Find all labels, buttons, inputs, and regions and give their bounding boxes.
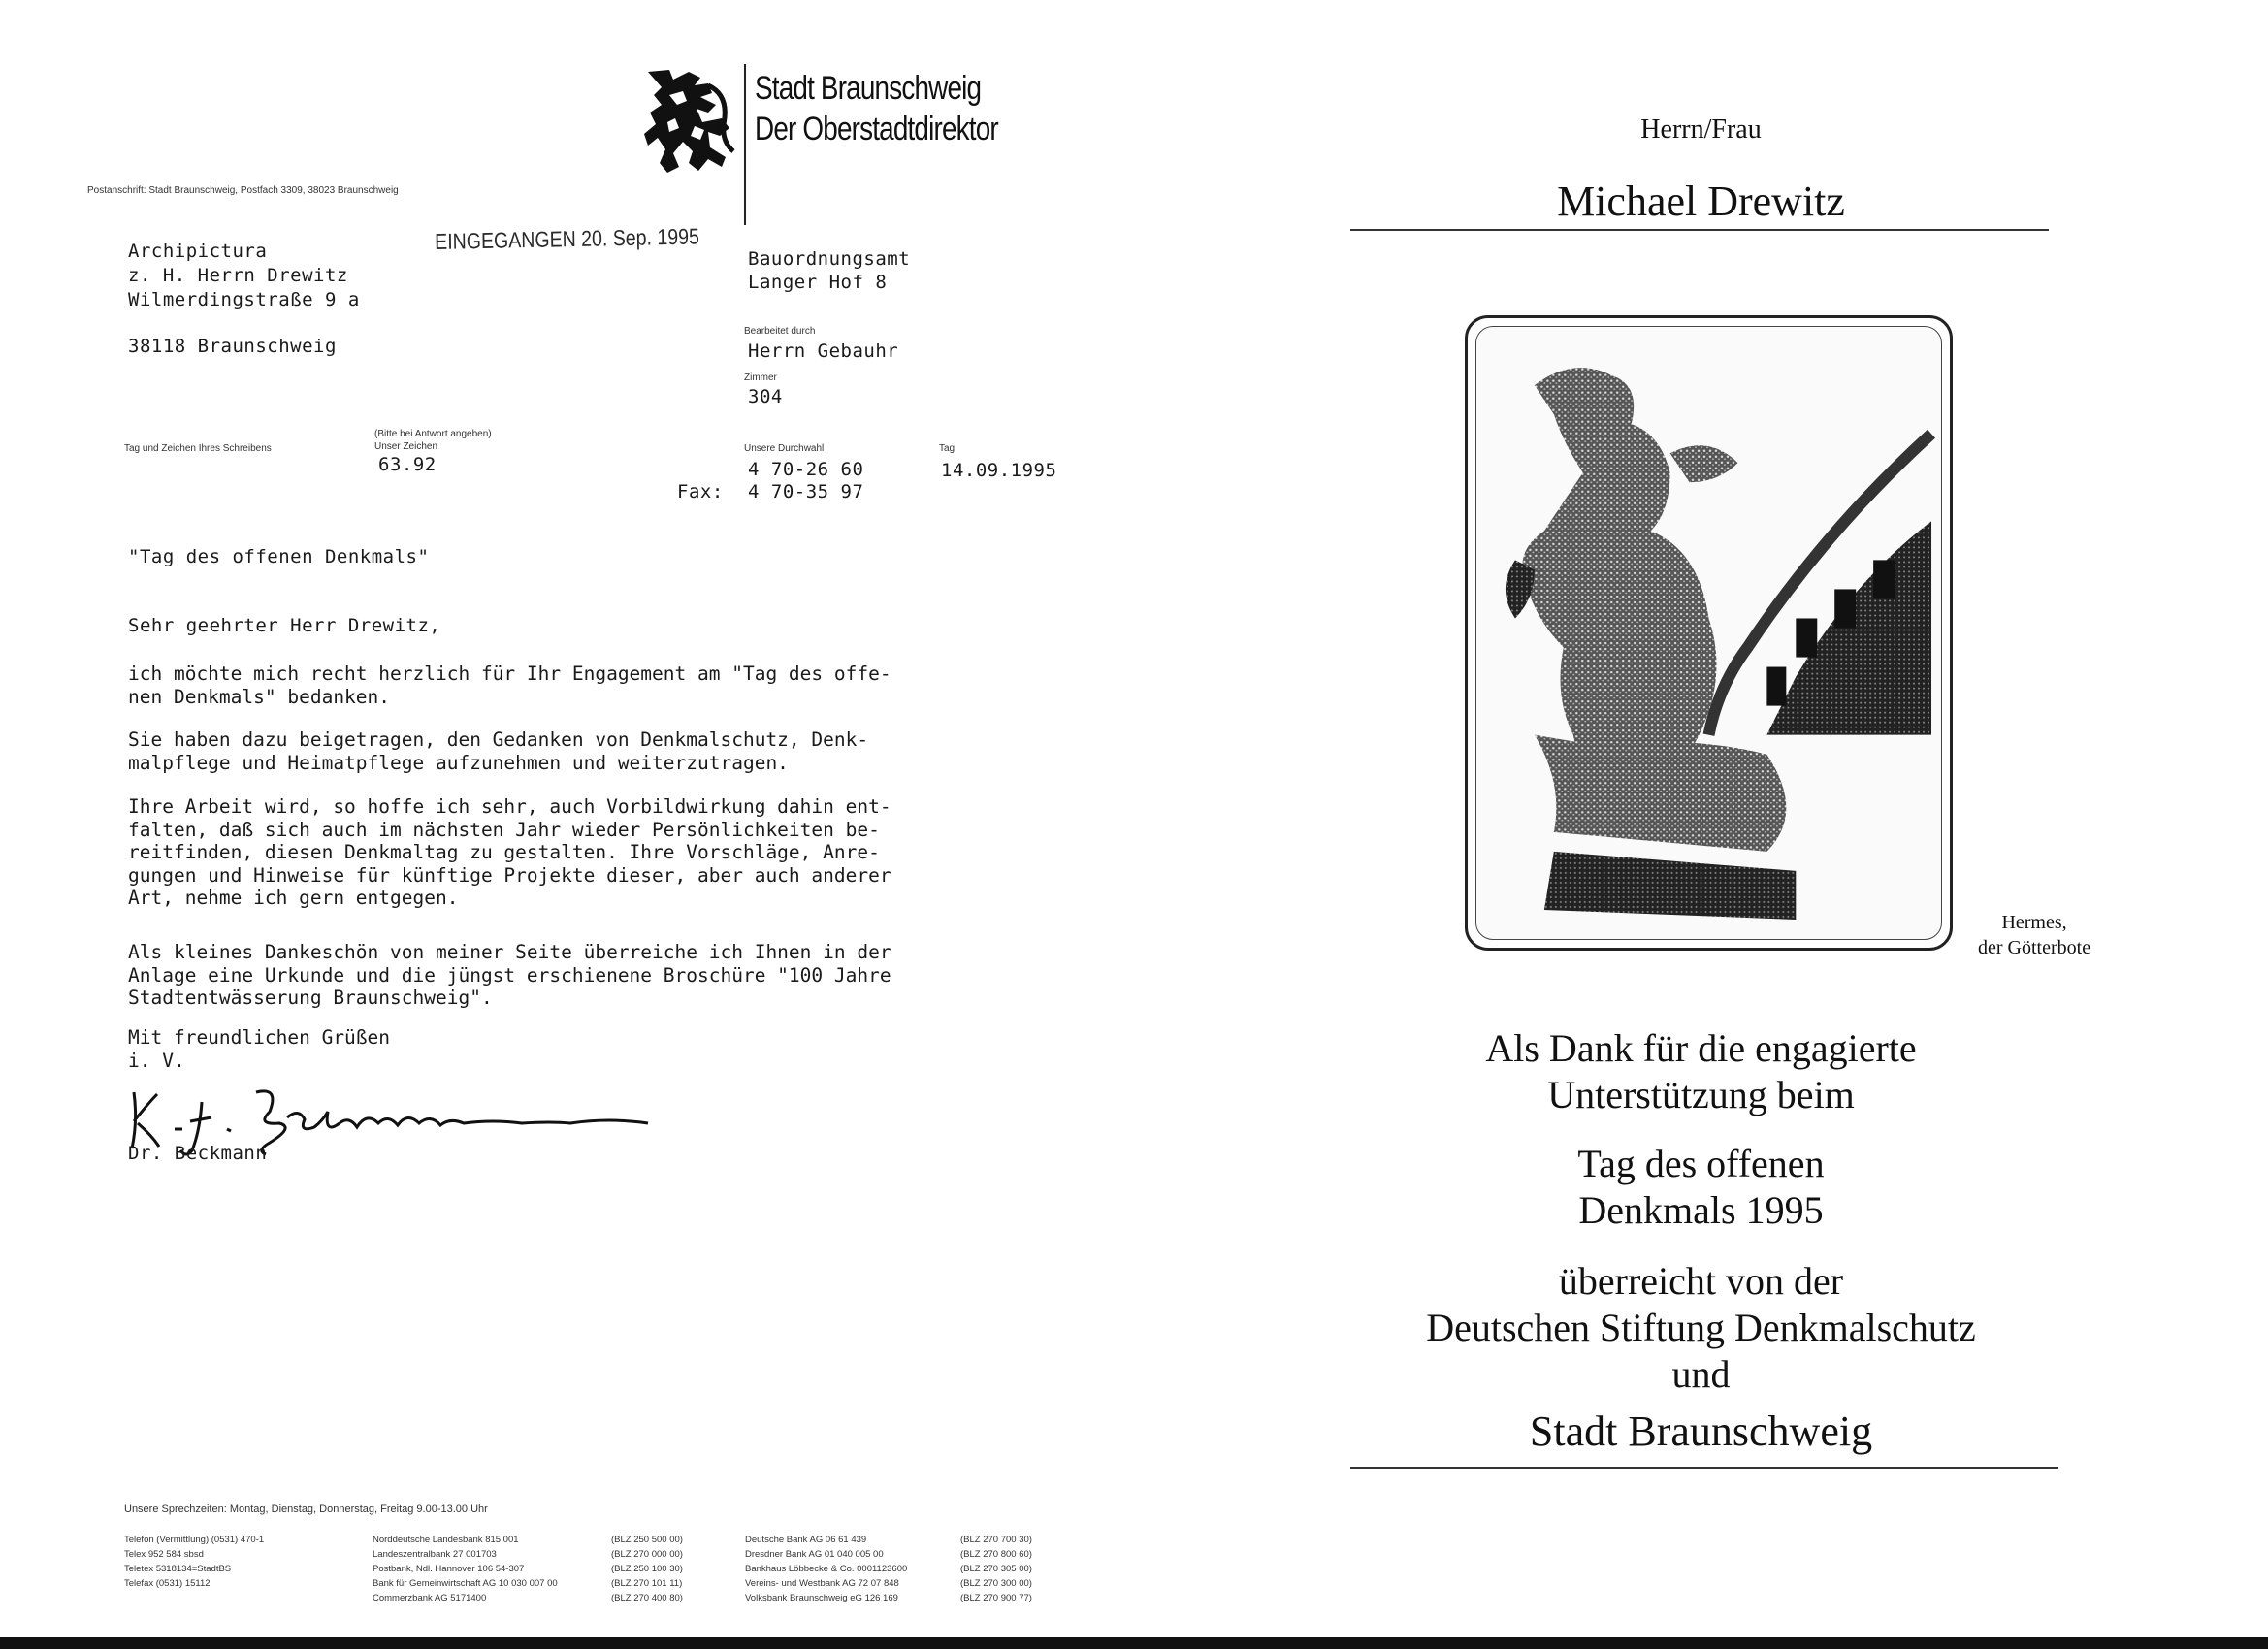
- fax-label: Fax:: [677, 481, 724, 502]
- letter-paragraph-3: Ihre Arbeit wird, so hoffe ich sehr, auch Vorbildwirkung dahin ent- falten, daß sich auch im nächsten Jahr wieder Persönlichkeiten be- reitfinden, diesen Denkmaltag zu gestalten. Ihre Vorschläge, Anre- gungen und Hinweise für künftige Projekte dieser, aber auch anderer Art, nehme ich gern entgegen.: [128, 795, 891, 909]
- your-ref-label: Tag und Zeichen Ihres Schreibens: [124, 443, 272, 454]
- footer-blz-2: (BLZ 270 700 30) (BLZ 270 800 60) (BLZ 270 305 00) (BLZ 270 300 00) (BLZ 270 900 77): [960, 1535, 1032, 1603]
- letter-paragraph-4: Als kleines Dankeschön von meiner Seite überreiche ich Ihnen in der Anlage eine Urkunde und die jüngst erschienene Broschüre "100 Jahre Stadtentwässerung Braunschweig".: [128, 941, 891, 1009]
- letter-paragraph-2: Sie haben dazu beigetragen, den Gedanken von Denkmalschutz, Denk- malpflege und Heimatpflege aufzunehmen und weiterzutragen.: [128, 728, 869, 774]
- phone-label: Unsere Durchwahl: [744, 443, 825, 454]
- our-ref-value: 63.92: [378, 454, 437, 475]
- handled-by-value: Herrn Gebauhr: [748, 340, 899, 362]
- hermes-statue-image: [1475, 326, 1942, 940]
- presented-by-text: überreicht von der Deutschen Stiftung Denkmalschutz und: [1426, 1259, 1976, 1396]
- city-underline: [1350, 1467, 2058, 1469]
- thanks-text: Als Dank für die engagierte Unterstützung beim: [1485, 1026, 1917, 1116]
- recipient-line-1: Archipictura: [128, 241, 268, 262]
- scan-edge-bar: [0, 1637, 2268, 1649]
- return-address: Postanschrift: Stadt Braunschweig, Postfach 3309, 38023 Braunschweig: [87, 185, 399, 196]
- phone-value: 4 70-26 60: [748, 459, 864, 480]
- letterhead-divider: [744, 64, 746, 225]
- footer-banks-1: Norddeutsche Landesbank 815 001 Landeszentralbank 27 001703 Postbank, Ndl. Hannover 106 54-307 Bank für Gemeinwirtschaft AG 10 030 007 00 Commerzbank AG 5171400: [373, 1535, 558, 1603]
- letter-paragraph-1: ich möchte mich recht herzlich für Ihr Engagement am "Tag des offe- nen Denkmals" bedanken.: [128, 663, 891, 708]
- handled-by-label: Bearbeitet durch: [744, 326, 816, 337]
- addressee-name: Michael Drewitz: [1557, 178, 1845, 225]
- braunschweig-lion-logo: [640, 66, 737, 180]
- certificate-page: [1134, 0, 2268, 1649]
- letter-subject: "Tag des offenen Denkmals": [128, 546, 430, 567]
- image-frame: [1465, 315, 1953, 951]
- event-title: Tag des offenen Denkmals 1995: [1577, 1142, 1825, 1232]
- letter-salutation: Sehr geehrter Herr Drewitz,: [128, 615, 441, 636]
- received-stamp: EINGEGANGEN 20. Sep. 1995: [435, 223, 700, 254]
- letter-closing: Mit freundlichen Grüßen i. V.: [128, 1026, 391, 1072]
- letterhead-office: Der Oberstadtdirektor: [755, 111, 998, 147]
- date-value: 14.09.1995: [941, 460, 1057, 481]
- footer-blz-1: (BLZ 250 500 00) (BLZ 270 000 00) (BLZ 250 100 30) (BLZ 270 101 11) (BLZ 270 400 80): [611, 1535, 683, 1603]
- recipient-line-3: Wilmerdingstraße 9 a: [128, 289, 360, 310]
- room-label: Zimmer: [744, 372, 777, 383]
- addressee-underline: [1350, 229, 2049, 231]
- recipient-line-4: 38118 Braunschweig: [128, 336, 337, 357]
- footer-banks-2: Deutsche Bank AG 06 61 439 Dresdner Bank AG 01 040 005 00 Bankhaus Löbbecke & Co. 0001123600 Vereins- und Westbank AG 72 07 848 Volksbank Braunschweig eG 126 169: [745, 1535, 908, 1603]
- city-name: Stadt Braunschweig: [1529, 1407, 1873, 1455]
- signer-name: Dr. Beckmann: [128, 1143, 268, 1164]
- department-line-1: Bauordnungsamt: [748, 248, 911, 270]
- office-hours: Unsere Sprechzeiten: Montag, Dienstag, Donnerstag, Freitag 9.00-13.00 Uhr: [124, 1504, 488, 1515]
- letterhead-city: Stadt Braunschweig: [755, 70, 982, 107]
- date-label: Tag: [939, 443, 956, 454]
- footer-contact: Telefon (Vermittlung) (0531) 470-1 Telex 952 584 sbsd Teletex 5318134=StadtBS Telefax (0531) 15112: [124, 1535, 265, 1589]
- recipient-line-2: z. H. Herrn Drewitz: [128, 265, 348, 286]
- image-caption: Hermes, der Götterbote: [1978, 912, 2091, 958]
- department-line-2: Langer Hof 8: [748, 272, 888, 293]
- room-value: 304: [748, 386, 783, 407]
- fax-value: 4 70-35 97: [748, 481, 864, 502]
- addressee-label: Herrn/Frau: [1640, 114, 1762, 145]
- our-ref-label: Unser Zeichen: [374, 441, 438, 452]
- our-ref-hint: (Bitte bei Antwort angeben): [374, 429, 492, 439]
